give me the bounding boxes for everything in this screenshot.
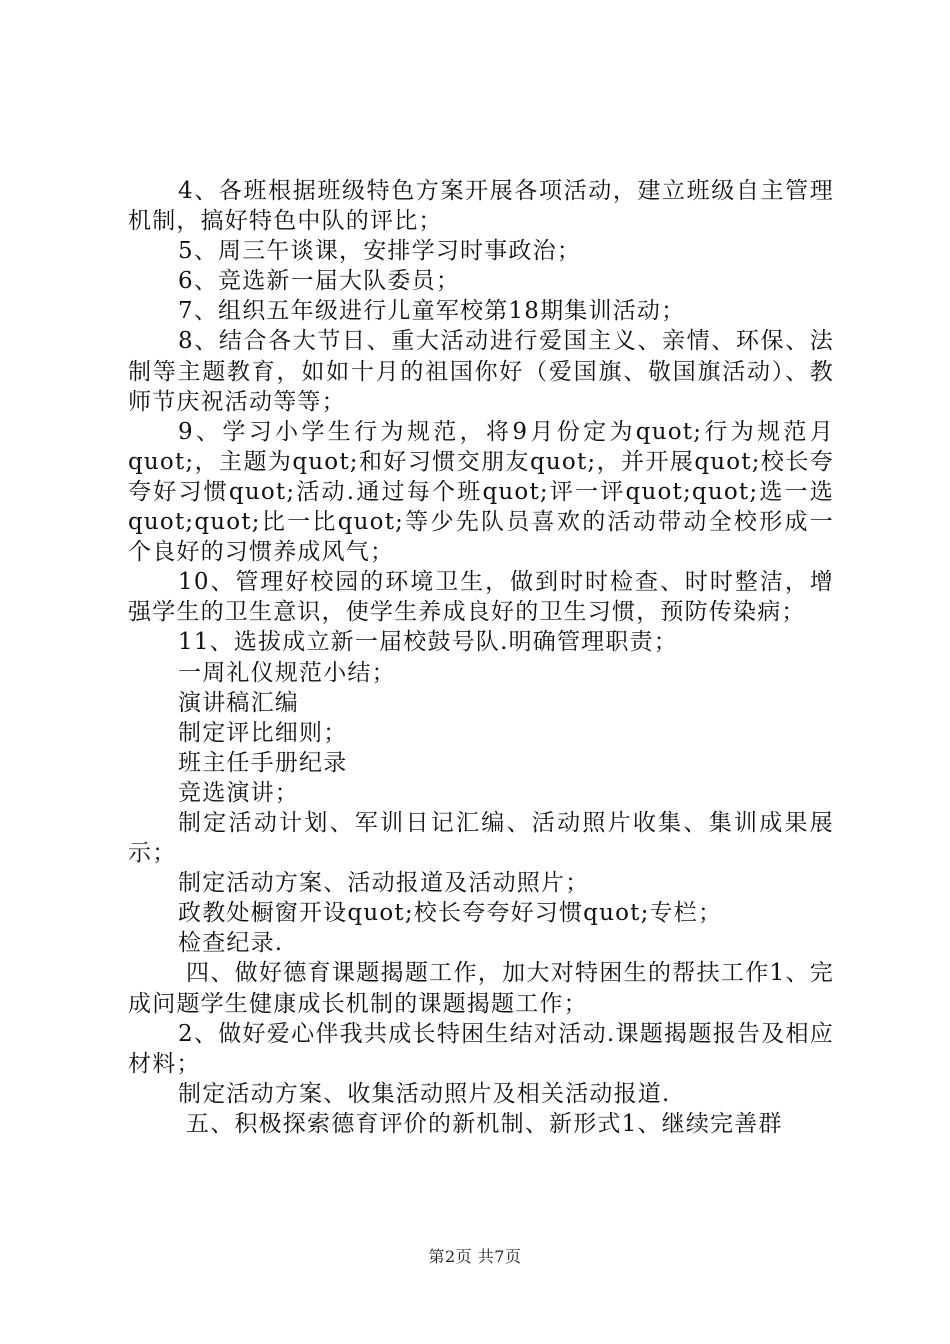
paragraph-note-etiquette: 一周礼仪规范小结；: [178, 659, 396, 686]
paragraph-item-4: 4、各班根据班级特色方案开展各项活动，建立班级自主管理机制，搞好特色中队的评比；: [128, 178, 834, 235]
paragraph-note-election: 竞选演讲；: [178, 779, 299, 806]
paragraph-item-7: 7、组织五年级进行儿童军校第18期集训活动；: [178, 298, 686, 325]
paragraph-note-speech: 演讲稿汇编: [178, 689, 299, 716]
paragraph-item-10: 10、管理好校园的环境卫生，做到时时检查、时时整洁，增强学生的卫生意识，使学生养成良好的卫生习惯，预防传染病；: [128, 569, 834, 626]
paragraph-note-inspection: 检查纪录.: [178, 930, 284, 957]
paragraph-note-report: 制定活动方案、活动报道及活动照片；: [178, 870, 590, 897]
paragraph-item-2-mentoring: 2、做好爱心伴我共成长特困生结对活动.课题揭题报告及相应材料；: [128, 1020, 834, 1077]
paragraph-note-rules: 制定评比细则；: [178, 719, 348, 746]
paragraph-item-5: 5、周三午谈课，安排学习时事政治；: [178, 238, 582, 265]
paragraph-item-8: 8、结合各大节日、重大活动进行爱国主义、亲情、环保、法制等主题教育，如如十月的祖国你好（爱国旗、敬国旗活动）、教师节庆祝活动等等；: [128, 328, 834, 415]
document-body: [128, 176, 834, 1139]
paragraph-note-showcase: 政教处橱窗开设quot;校长夸夸好习惯quot;专栏；: [178, 900, 723, 927]
paragraph-item-6: 6、竞选新一届大队委员；: [178, 268, 461, 295]
paragraph-note-handbook: 班主任手册纪录: [178, 749, 348, 776]
paragraph-note-activity: 制定活动方案、收集活动照片及相关活动报道.: [178, 1080, 671, 1107]
paragraph-item-11: 11、选拔成立新一届校鼓号队.明确管理职责；: [178, 629, 678, 656]
paragraph-item-9: 9、学习小学生行为规范，将9月份定为quot;行为规范月quot;，主题为quot;和好习惯交朋友quot;，并开展quot;校长夸夸好习惯quot;活动.通过每个班quot;评一评quot;quot;选一选quot;quot;比一比quot;等少先队员喜欢的活动带动全校形成一个良好的习惯养成风气；: [128, 418, 834, 566]
section-heading-5: 五、积极探索德育评价的新机制、新形式1、继续完善群: [186, 1110, 783, 1137]
section-heading-4: 四、做好德育课题揭题工作，加大对特困生的帮扶工作1、完成问题学生健康成长机制的课题揭题工作；: [128, 960, 834, 1017]
paragraph-note-plan: 制定活动计划、军训日记汇编、活动照片收集、集训成果展示；: [128, 809, 834, 867]
page-footer: 第2页 共7页: [428, 1247, 522, 1266]
